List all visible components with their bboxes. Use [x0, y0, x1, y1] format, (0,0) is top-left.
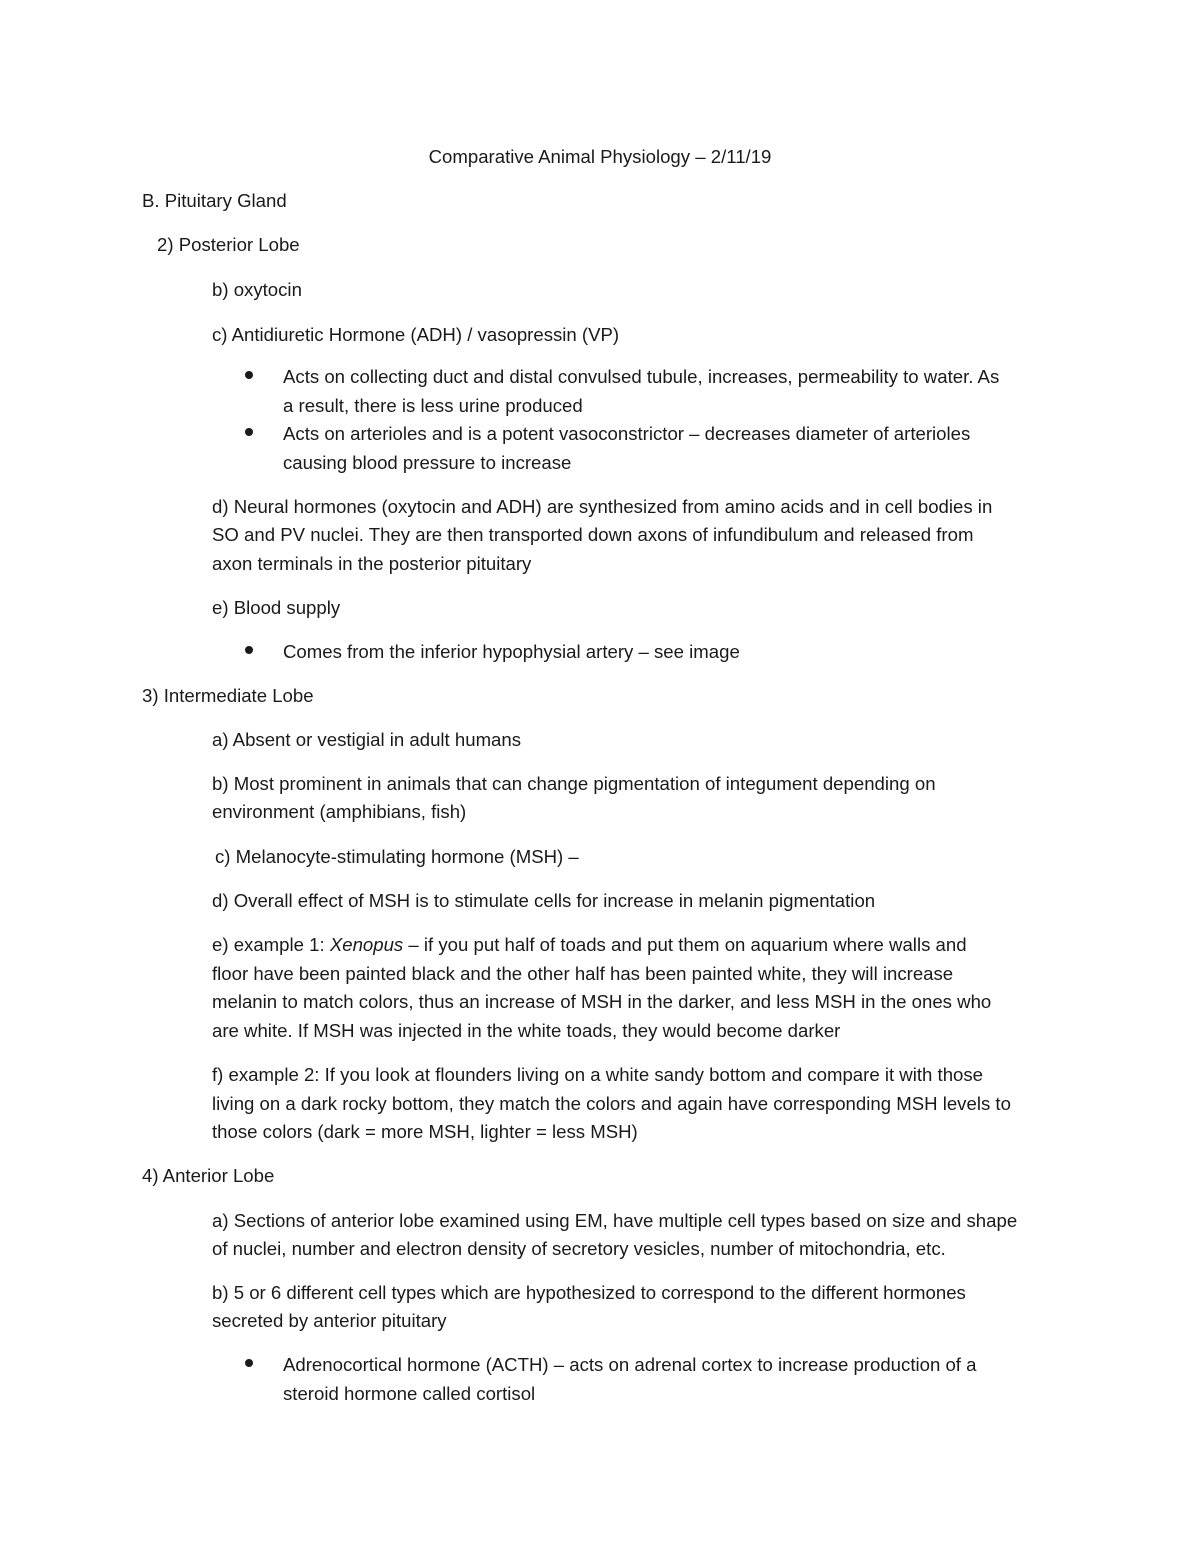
bullet-adh-2-line-1: Acts on arterioles and is a potent vasoconstrictor – decreases diameter of arterioles — [283, 423, 971, 444]
item-example-1-line-4: are white. If MSH was injected in the white toads, they would become darker — [212, 1020, 841, 1041]
item-example-1-line-3: melanin to match colors, thus an increase of MSH in the darker, and less MSH in the ones who — [212, 991, 992, 1012]
item-prominent-line-2: environment (amphibians, fish) — [212, 801, 467, 822]
item-example-2-line-2: living on a dark rocky bottom, they match the colors and again have corresponding MSH levels to — [212, 1093, 1011, 1114]
bullet-acth-line-2: steroid hormone called cortisol — [283, 1383, 536, 1404]
subheading-anterior-lobe: 4) Anterior Lobe — [142, 1165, 275, 1186]
item-neural-hormones-line-2: SO and PV nuclei. They are then transported down axons of infundibulum and released from — [212, 524, 974, 545]
bullet-blood-supply: Comes from the inferior hypophysial artery – see image — [283, 641, 740, 662]
item-example-1-line-2: floor have been painted black and the other half has been painted white, they will increase — [212, 963, 954, 984]
item-cell-types-line-1: b) 5 or 6 different cell types which are hypothesized to correspond to the different hormones — [212, 1282, 966, 1303]
item-oxytocin: b) oxytocin — [212, 279, 302, 300]
item-neural-hormones-line-1: d) Neural hormones (oxytocin and ADH) are synthesized from amino acids and in cell bodies in — [212, 496, 993, 517]
page-title: Comparative Animal Physiology – 2/11/19 — [428, 146, 772, 167]
bullet-icon — [245, 646, 253, 654]
item-msh: c) Melanocyte-stimulating hormone (MSH) – — [215, 846, 579, 867]
bullet-adh-2-line-2: causing blood pressure to increase — [283, 452, 572, 473]
item-neural-hormones-line-3: axon terminals in the posterior pituitary — [212, 553, 532, 574]
subheading-posterior-lobe: 2) Posterior Lobe — [157, 234, 300, 255]
bullet-adh-1-line-1: Acts on collecting duct and distal convulsed tubule, increases, permeability to water. As — [283, 366, 1000, 387]
bullet-icon — [245, 428, 253, 436]
item-sections-line-1: a) Sections of anterior lobe examined using EM, have multiple cell types based on size and shape — [212, 1210, 1018, 1231]
item-cell-types-line-2: secreted by anterior pituitary — [212, 1310, 447, 1331]
item-blood-supply: e) Blood supply — [212, 597, 341, 618]
example-1-rest: – if you put half of toads and put them on aquarium where walls and — [403, 934, 967, 955]
item-example-1-line-1 — [212, 930, 967, 959]
bullet-icon — [245, 371, 253, 379]
subheading-intermediate-lobe: 3) Intermediate Lobe — [142, 685, 314, 706]
item-adh: c) Antidiuretic Hormone (ADH) / vasopressin (VP) — [212, 324, 620, 345]
item-msh-effect: d) Overall effect of MSH is to stimulate cells for increase in melanin pigmentation — [212, 890, 876, 911]
section-heading-pituitary: B. Pituitary Gland — [142, 190, 287, 211]
item-absent: a) Absent or vestigial in adult humans — [212, 729, 522, 750]
item-prominent-line-1: b) Most prominent in animals that can change pigmentation of integument depending on — [212, 773, 936, 794]
bullet-acth-line-1: Adrenocortical hormone (ACTH) – acts on adrenal cortex to increase production of a — [283, 1354, 977, 1375]
item-example-2-line-1: f) example 2: If you look at flounders living on a white sandy bottom and compare it with those — [212, 1064, 984, 1085]
species-name: Xenopus — [329, 934, 404, 955]
bullet-adh-1-line-2: a result, there is less urine produced — [283, 395, 583, 416]
bullet-icon — [245, 1359, 253, 1367]
item-example-2-line-3: those colors (dark = more MSH, lighter = less MSH) — [212, 1121, 638, 1142]
item-sections-line-2: of nuclei, number and electron density of secretory vesicles, number of mitochondria, etc. — [212, 1238, 946, 1259]
example-1-prefix: e) example 1: — [212, 934, 330, 955]
